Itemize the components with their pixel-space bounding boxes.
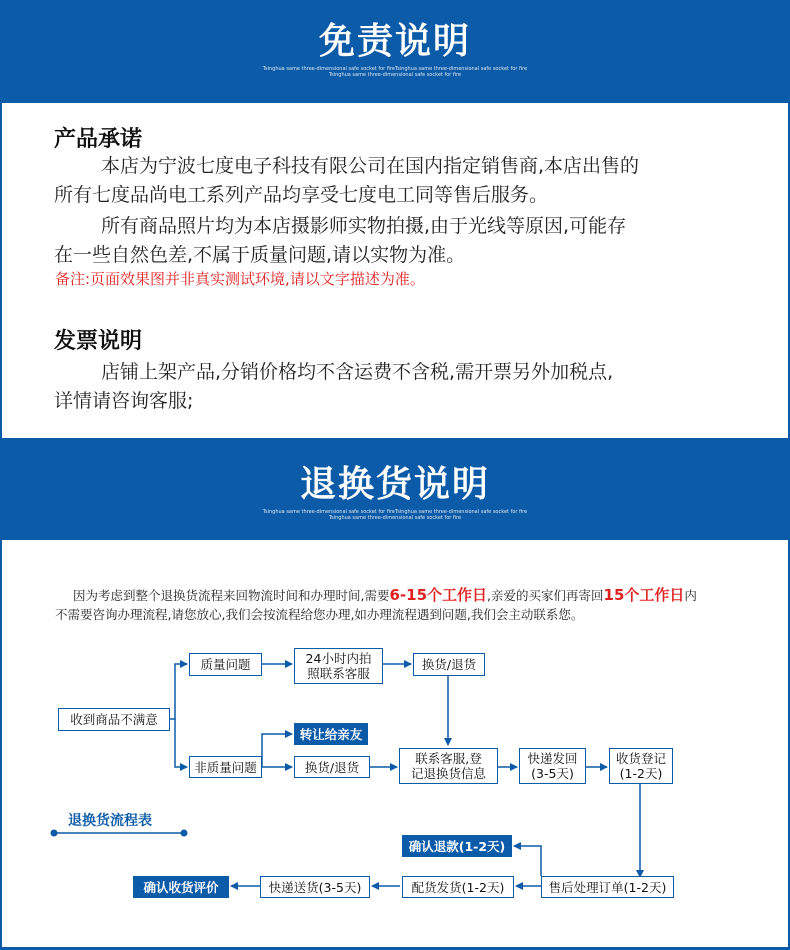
flow-photo-box xyxy=(294,648,383,684)
disclaimer-subtitle-1: Tsinghua same three-dimensional safe socket for fireTsinghua same three-dimensional safe socket for fire xyxy=(262,66,528,72)
invoice-line-1: 店铺上架产品,分销价格均不含运费不含税,需开票另外加税点, xyxy=(101,361,614,383)
flow-dispatch-box: 配货发货(1-2天) xyxy=(402,876,514,898)
product-heading: 产品承诺 xyxy=(54,127,143,152)
note-text: 备注:页面效果图并非真实测试环境,请以文字描述为准。 xyxy=(55,270,425,288)
flow-express-line-1: 快递发回 xyxy=(527,751,578,766)
product-line-2: 所有七度品尚电工系列产品均享受七度电工同等售后服务。 xyxy=(54,184,549,206)
flow-contact-line-2: 记退换货信息 xyxy=(410,766,486,781)
invoice-heading: 发票说明 xyxy=(54,329,143,354)
returns-intro-line-1 xyxy=(73,584,773,605)
invoice-line-2: 详情请咨询客服; xyxy=(54,390,194,412)
flow-after-sale-box: 售后处理订单(1-2天) xyxy=(541,876,674,898)
product-line-3: 所有商品照片均为本店摄影师实物拍摄,由于光线等原因,可能存 xyxy=(101,215,627,237)
flow-confirm-refund-box: 确认退款(1-2天) xyxy=(402,835,512,857)
flow-receipt-box xyxy=(609,748,673,784)
flow-confirm-review-box: 确认收货评价 xyxy=(133,876,229,898)
returns-subtitle-2: Tsinghua same three-dimensional safe socket for fire xyxy=(328,515,462,521)
flow-received-box: 收到商品不满意 xyxy=(58,708,170,731)
disclaimer-subtitle-2: Tsinghua same three-dimensional safe socket for fire xyxy=(328,72,462,78)
flow-receipt-line-1: 收货登记 xyxy=(615,751,666,766)
flow-exchange-return-box: 换货/退货 xyxy=(413,653,485,676)
flow-photo-line-2: 照联系客服 xyxy=(307,666,370,681)
product-line-4: 在一些自然色差,不属于质量问题,请以实物为准。 xyxy=(54,244,466,266)
intro-text-c: 内 xyxy=(684,588,697,603)
flow-receipt-line-2: (1-2天) xyxy=(619,766,663,781)
flow-non-quality-box: 非质量问题 xyxy=(189,756,262,778)
flow-delivery-box: 快递送货(3-5天) xyxy=(260,876,370,898)
flow-photo-line-1: 24小时内拍 xyxy=(305,651,372,666)
intro-text-a: 因为考虑到整个退换货流程来回物流时间和办理时间,需要 xyxy=(73,588,390,603)
flow-exchange-return-2-box: 换货/退货 xyxy=(294,756,370,778)
intro-highlight-days: 6-15个工作日 xyxy=(389,586,488,604)
product-line-1: 本店为宁波七度电子科技有限公司在国内指定销售商,本店出售的 xyxy=(101,155,640,177)
flow-quality-box: 质量问题 xyxy=(189,653,262,676)
disclaimer-title: 免责说明 xyxy=(318,21,471,62)
flow-contact-box xyxy=(399,748,498,784)
flow-table-title: 退换货流程表 xyxy=(68,813,152,829)
flow-contact-line-1: 联系客服,登 xyxy=(415,751,482,766)
flow-express-box xyxy=(519,748,586,784)
disclaimer-header xyxy=(0,0,790,103)
flow-express-line-2: (3-5天) xyxy=(531,766,574,781)
returns-title: 退换货说明 xyxy=(299,464,490,505)
returns-subtitle-1: Tsinghua same three-dimensional safe socket for fireTsinghua same three-dimensional safe socket for fire xyxy=(262,509,528,515)
flow-transfer-box: 转让给亲友 xyxy=(294,723,368,745)
returns-intro-line-2: 不需要咨询办理流程,请您放心,我们会按流程给您办理,如办理流程遇到问题,我们会主动联系您。 xyxy=(55,607,584,622)
intro-highlight-15: 15个工作日 xyxy=(603,586,685,604)
returns-header xyxy=(0,441,790,540)
intro-text-b: ,亲爱的买家们再寄回 xyxy=(487,588,604,603)
